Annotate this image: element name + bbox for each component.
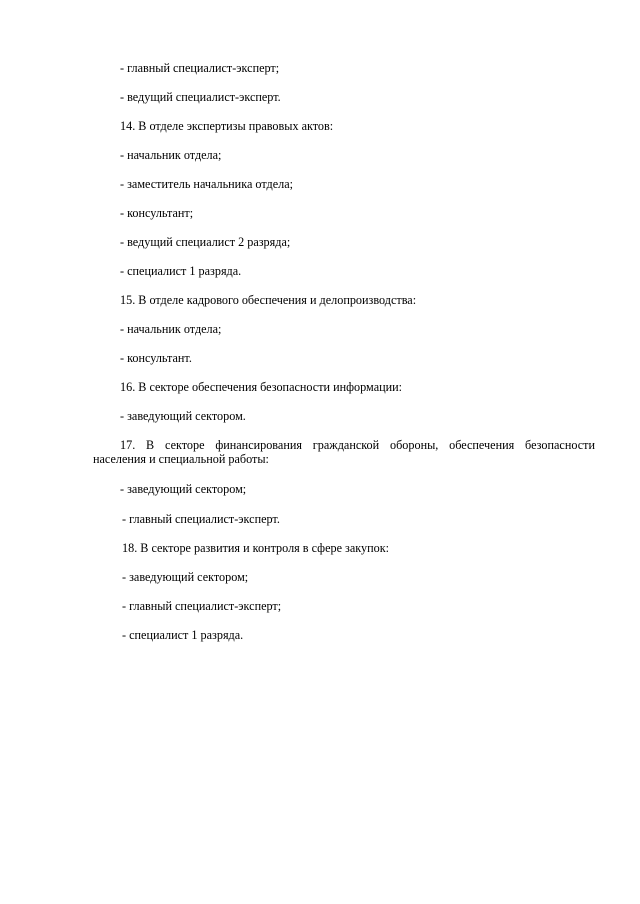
- section-heading: 18. В секторе развития и контроля в сфере закупок:: [122, 541, 390, 555]
- section-heading: 15. В отделе кадрового обеспечения и делопроизводства:: [120, 293, 417, 307]
- list-item: - ведущий специалист 2 разряда;: [120, 235, 291, 249]
- list-item: - заместитель начальника отдела;: [120, 177, 293, 191]
- list-item: - консультант.: [120, 351, 192, 365]
- section-heading: 16. В секторе обеспечения безопасности информации:: [120, 380, 403, 394]
- list-item: - заведующий сектором;: [122, 570, 249, 584]
- section-heading-17: [93, 438, 595, 466]
- list-item: - начальник отдела;: [120, 322, 222, 336]
- list-item: - главный специалист-эксперт;: [122, 599, 282, 613]
- list-item: - заведующий сектором;: [120, 482, 247, 496]
- list-item: - заведующий сектором.: [120, 409, 246, 423]
- paragraph-line: населения и специальной работы:: [93, 452, 269, 466]
- list-item: - специалист 1 разряда.: [120, 264, 242, 278]
- list-item: - начальник отдела;: [120, 148, 222, 162]
- list-item: - ведущий специалист-эксперт.: [120, 90, 281, 104]
- list-item: - главный специалист-эксперт;: [120, 61, 280, 75]
- list-item: - специалист 1 разряда.: [122, 628, 244, 642]
- paragraph-line: 17. В секторе финансирования гражданской обороны, обеспечения безопасности: [120, 438, 595, 452]
- list-item: - главный специалист-эксперт.: [122, 512, 280, 526]
- list-item: - консультант;: [120, 206, 194, 220]
- section-heading: 14. В отделе экспертизы правовых актов:: [120, 119, 334, 133]
